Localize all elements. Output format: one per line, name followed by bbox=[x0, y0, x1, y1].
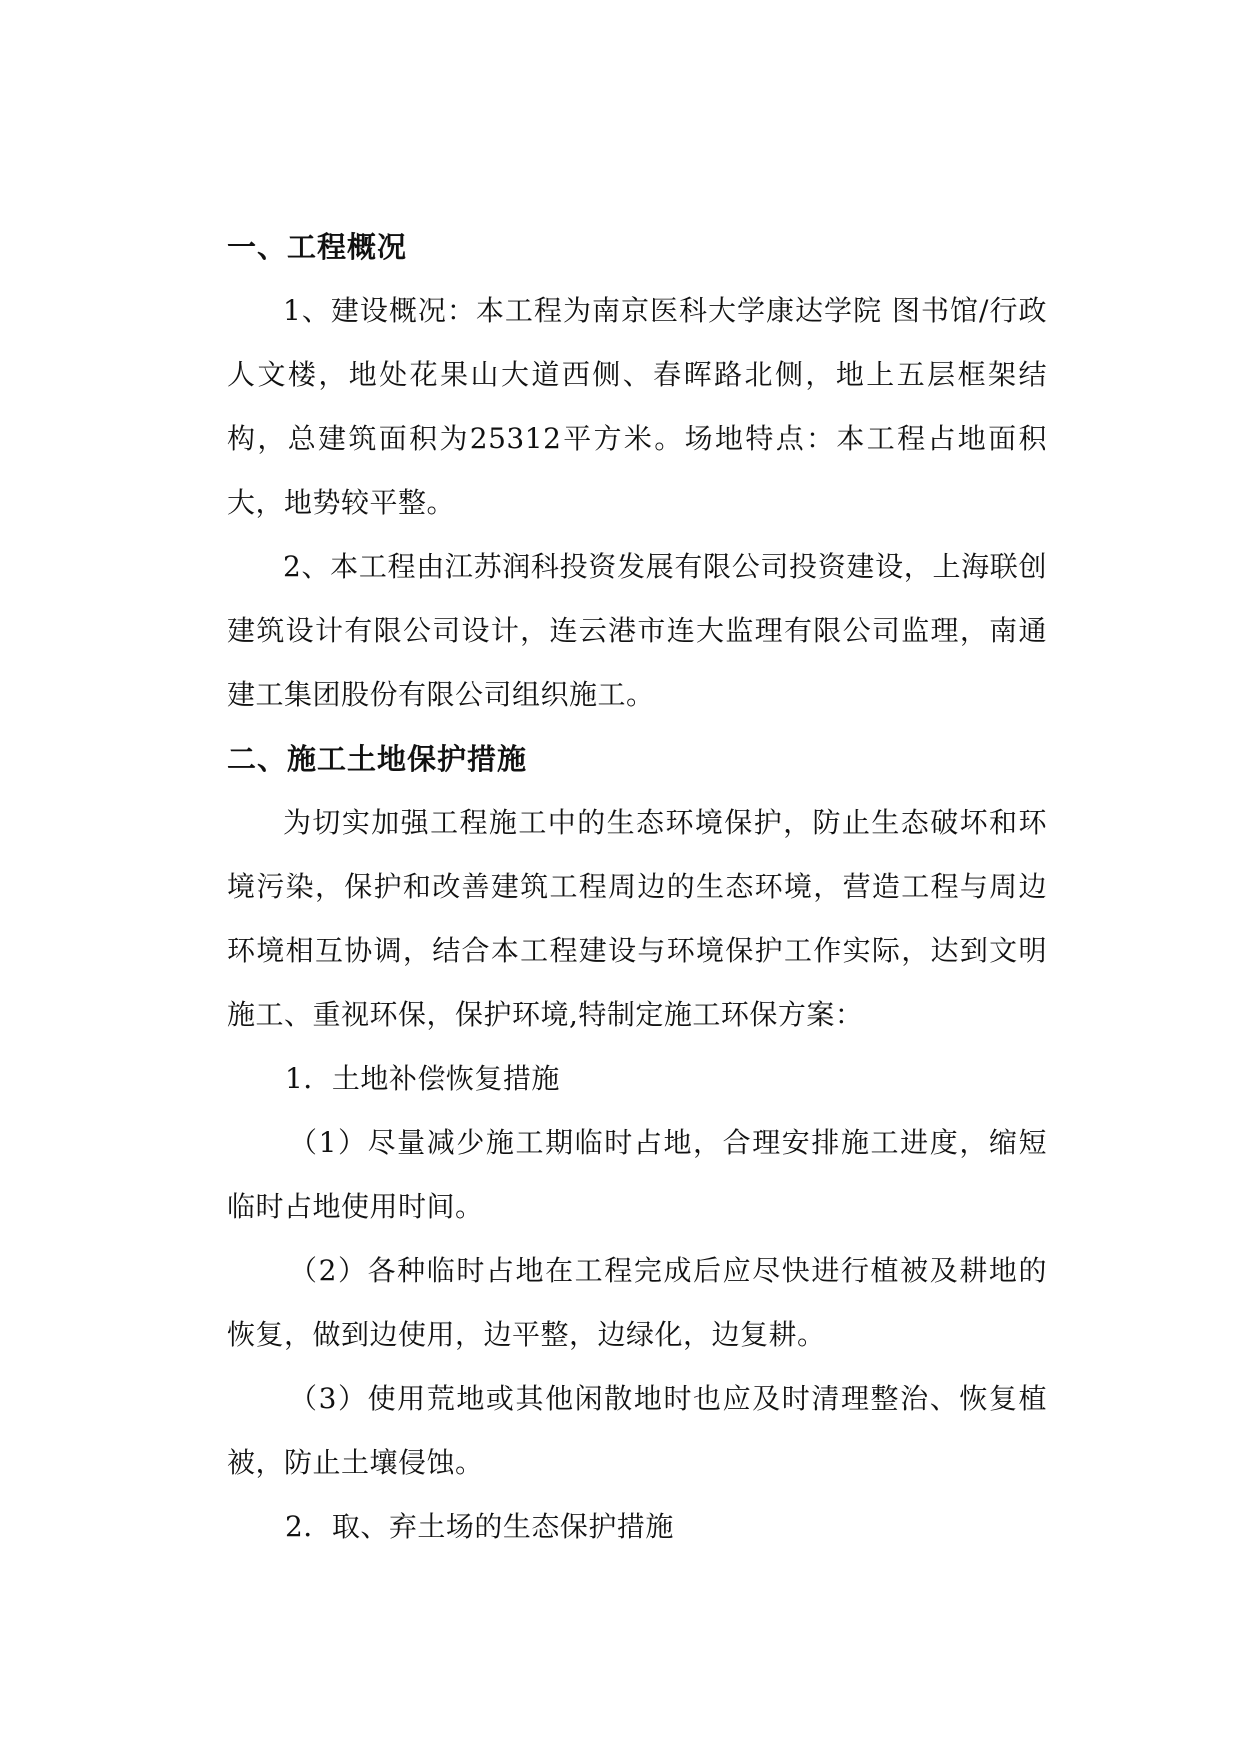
item-title-borrow-spoil-site: 2．取、弃土场的生态保护措施 bbox=[285, 1510, 674, 1543]
sub-item-2: （2）各种临时占地在工程完成后应尽快进行植被及耕地的恢复，做到边使用，边平整，边绿化，边复耕。 bbox=[227, 1254, 1047, 1351]
section-heading-project-overview: 一、工程概况 bbox=[227, 230, 408, 264]
paragraph-construction-overview: 1、建设概况：本工程为南京医科大学康达学院 图书馆/行政人文楼，地处花果山大道西侧、春晖路北侧，地上五层框架结构，总建筑面积为25312平方米。场地特点：本工程占地面积大，地势较平整。 bbox=[227, 294, 1047, 519]
paragraph-project-parties: 2、本工程由江苏润科投资发展有限公司投资建设，上海联创建筑设计有限公司设计，连云港市连大监理有限公司监理，南通建工集团股份有限公司组织施工。 bbox=[227, 550, 1047, 711]
section-heading-land-protection: 二、施工土地保护措施 bbox=[227, 742, 528, 776]
sub-item-3: （3）使用荒地或其他闲散地时也应及时清理整治、恢复植被，防止土壤侵蚀。 bbox=[227, 1382, 1047, 1479]
document-body bbox=[227, 215, 1047, 1559]
sub-item-1: （1）尽量减少施工期临时占地，合理安排施工进度，缩短临时占地使用时间。 bbox=[227, 1126, 1047, 1223]
paragraph-land-protection-intro: 为切实加强工程施工中的生态环境保护，防止生态破坏和环境污染，保护和改善建筑工程周边的生态环境，营造工程与周边环境相互协调，结合本工程建设与环境保护工作实际，达到文明施工、重视环保，保护环境,特制定施工环保方案： bbox=[227, 806, 1047, 1031]
item-title-land-compensation: 1．土地补偿恢复措施 bbox=[285, 1062, 560, 1095]
